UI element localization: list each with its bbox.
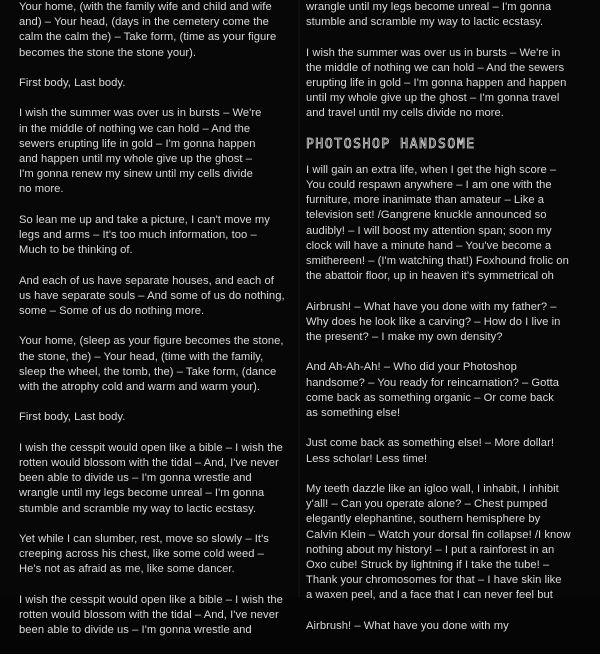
lyrics-paragraph: wrangle until my legs become unreal – I'm gonna stumble and scramble my way to lactic ecstasy. bbox=[306, 1, 552, 29]
lyrics-paragraph: I wish the summer was over us in bursts – We're in the middle of nothing we can hold – And the sewers erupting life in gold – I'm gonna happen and happen until my whole give up the ghost – I'm gonna renew my sinew until my cells divide no more. bbox=[19, 107, 262, 196]
lyrics-paragraph: Airbrush! – What have you done with my father? – Why does he look like a carving? – How do I live in the present? – I make my own density? bbox=[306, 300, 561, 344]
lyrics-paragraph: First body, Last body. bbox=[19, 77, 126, 89]
lyrics-paragraph: So lean me up and take a picture, I can't move my legs and arms – It's too much information, too – Much to be thinking of. bbox=[19, 213, 270, 257]
lyrics-paragraph: Yet while I can slumber, rest, move so slowly – It's creeping across his chest, like some cold weed – He's not as afraid as me, like some dancer. bbox=[19, 532, 269, 576]
lyrics-paragraph: My teeth dazzle like an igloo wall, I inhabit, I inhibit y'all! – Can you operate alone? – Chest pumped elegantly elephantine, southern hemisphere by Calvin Klein – Watch your dorsal fin collapse! /I know nothing about my history! – I put a rainforest in an Oxo cube! Struck by lightning if I take the tube! – Thank your chromosomes for that – I have skin like a waxen peel, and a face that I can never feel but bbox=[306, 483, 571, 602]
lyrics-paragraph: Just come back as something else! – More dollar! Less scholar! Less time! bbox=[306, 437, 555, 465]
lyrics-paragraph: I wish the cesspit would open like a bible – I wish the rotten would blossom with the tidal – And, I've never been able to divide us – I'm gonna wrestle and wrangle until my legs become unreal – I'm gonna stumble and scramble my way to lactic ecstasy. bbox=[19, 441, 283, 515]
lyrics-paragraph: I wish the summer was over us in bursts – We're in the middle of nothing we can hold – And the sewers erupting life in gold – I'm gonna happen and happen until my whole give up the ghost – I'm gonna travel and travel until my cells divide no more. bbox=[306, 46, 567, 120]
page-fold-divider bbox=[298, 0, 300, 597]
lyrics-paragraph: And each of us have separate houses, and each of us have separate souls – And some of us do nothing, some – Some of us do nothing more. bbox=[19, 274, 285, 317]
lyrics-paragraph: I wish the cesspit would open like a bible – I wish the rotten would blossom with the tidal – And, I've never been able to divide us – I'm gonna wrestle and bbox=[19, 593, 283, 637]
left-lyrics-column bbox=[19, 0, 291, 654]
lyrics-paragraph: First body, Last body. bbox=[19, 411, 126, 424]
right-lyrics-column bbox=[306, 0, 588, 649]
lyrics-paragraph: Your home, (sleep as your figure becomes the stone, the stone, the) – Your head, (time with the family, sleep the wheel, the tomb, the) – Take form, (dance with the atrophy cold and warm and warm your). bbox=[19, 335, 284, 393]
lyrics-paragraph: And Ah-Ah-Ah! – Who did your Photoshop handsome? – You ready for reincarnation? – Gotta come back as something organic – Or come back as something else! bbox=[306, 361, 560, 420]
lyrics-paragraph: I will gain an extra life, when I get the high score – You could respawn anywhere – I am one with the furniture, more inanimate than amateur – Like a television set! /Gangrene knuckle announced so audibly! – I will boost my attention span; soon my clock will have a minute hand – You've become a smithereen! – (I'm watching that!) Foxhound frolic on the abattoir floor, up in heaven it's symmetrical oh bbox=[306, 163, 569, 283]
lyrics-paragraph: Airbrush! – What have you done with my bbox=[306, 619, 509, 632]
song-title: PHOTOSHOP HANDSOME bbox=[306, 136, 476, 152]
lyrics-paragraph: Your home, (with the family wife and child and wife and) – Your head, (days in the cemetery come the calm the calm the) – Take form, (time as your figure becomes the stone the stone your). bbox=[19, 1, 277, 59]
